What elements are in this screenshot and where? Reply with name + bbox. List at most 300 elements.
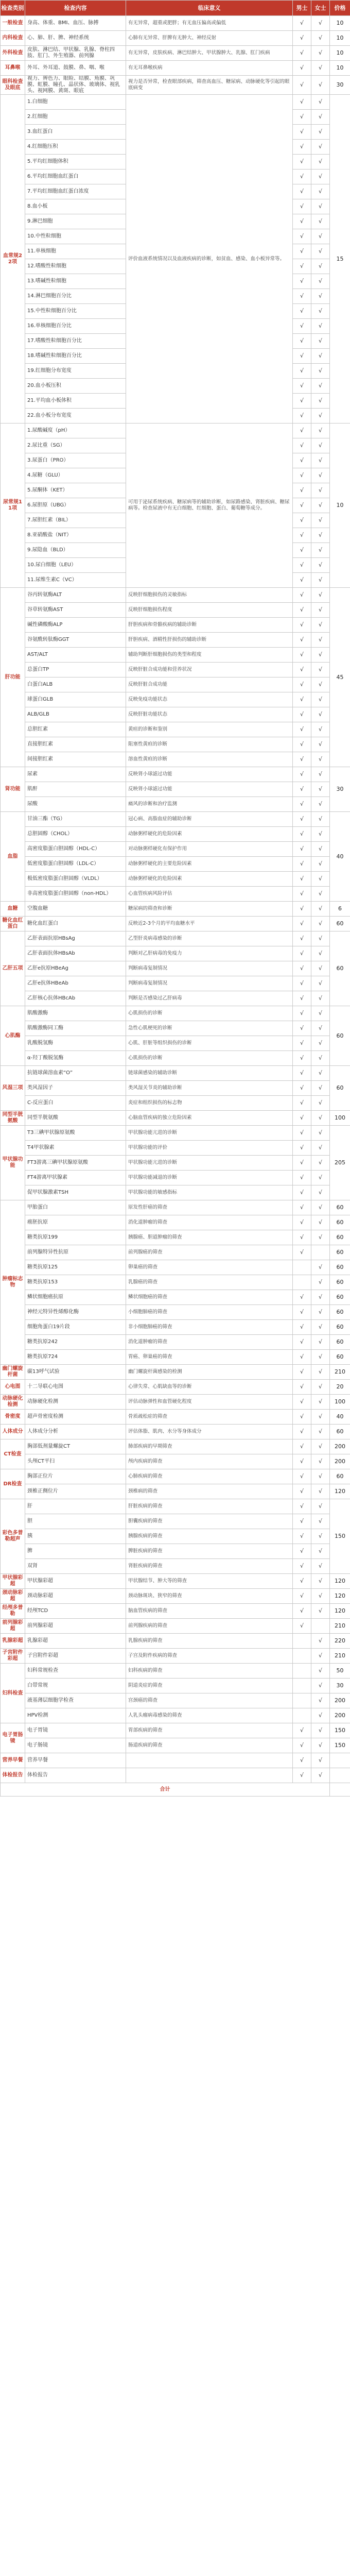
- item-cell: 视力、辨色力、眼睑、结膜、角膜、巩膜、虹膜、瞳孔、晶状体、玻璃体、视乳头、视网膜、黄斑、眼底: [25, 76, 126, 95]
- category-cell: CT检查: [1, 1439, 25, 1469]
- item-cell: 10.尿白细胞（LEU）: [25, 558, 126, 573]
- significance-cell: 阴道炎症的筛查: [126, 1679, 293, 1693]
- female-check-cell: √: [311, 229, 330, 244]
- significance-cell: 判断对乙肝病毒的免疫力: [126, 946, 293, 961]
- item-cell: 头颅CT平扫: [25, 1454, 126, 1469]
- table-row: [1, 872, 350, 887]
- table-row: [1, 1410, 350, 1425]
- significance-cell: 心肺疾病的筛查: [126, 1469, 293, 1484]
- item-cell: 9.淋巴细胞: [25, 214, 126, 229]
- female-check-cell: √: [311, 1484, 330, 1499]
- significance-cell: 前列腺癌的筛查: [126, 1245, 293, 1260]
- category-cell: 甲状腺功能: [1, 1126, 25, 1200]
- male-check-cell: √: [293, 498, 311, 513]
- item-cell: 经颅TCD: [25, 1604, 126, 1619]
- male-check-cell: √: [293, 1589, 311, 1604]
- female-check-cell: √: [311, 961, 330, 976]
- category-cell: 耳鼻喉: [1, 61, 25, 76]
- category-cell: 妇科检查: [1, 1664, 25, 1723]
- female-check-cell: √: [311, 1320, 330, 1335]
- male-check-cell: √: [293, 1753, 311, 1768]
- price-cell: 60: [330, 1260, 350, 1275]
- female-check-cell: √: [311, 1499, 330, 1514]
- female-check-cell: √: [311, 1365, 330, 1380]
- male-check-cell: √: [293, 214, 311, 229]
- significance-cell: 痛风的诊断和治疗监测: [126, 797, 293, 812]
- table-row: [1, 1365, 350, 1380]
- header-female: 女士: [311, 1, 330, 16]
- significance-cell: 消化道肿瘤的筛查: [126, 1335, 293, 1350]
- female-check-cell: √: [311, 1200, 330, 1215]
- table-row: [1, 1738, 350, 1753]
- male-check-cell: √: [293, 1111, 311, 1126]
- male-check-cell: √: [293, 274, 311, 289]
- significance-cell: 反映肝脏功能状态: [126, 707, 293, 722]
- item-cell: 1.白细胞: [25, 95, 126, 110]
- item-cell: 肝: [25, 1499, 126, 1514]
- male-check-cell: √: [293, 1320, 311, 1335]
- item-cell: 16.单核细胞百分比: [25, 319, 126, 334]
- male-check-cell: √: [293, 1290, 311, 1305]
- significance-cell: 反映肝脏合成功能: [126, 677, 293, 692]
- significance-cell: 甲状腺功能的评价: [126, 1141, 293, 1156]
- significance-cell: 辅助判断肝细胞损伤的类型和程度: [126, 648, 293, 663]
- table-row: [1, 692, 350, 707]
- female-check-cell: √: [311, 1305, 330, 1320]
- item-cell: 21.平均血小板体积: [25, 394, 126, 409]
- significance-cell: 有无异常，皮肤疾病、淋巴结肿大、甲状腺肿大、乳腺、肛门疾病: [126, 46, 293, 61]
- significance-cell: 胆囊疾病的筛查: [126, 1514, 293, 1529]
- female-check-cell: √: [311, 468, 330, 483]
- male-check-cell: √: [293, 394, 311, 409]
- price-cell: 120: [330, 1574, 350, 1589]
- price-cell: 60: [330, 1245, 350, 1260]
- female-check-cell: √: [311, 1290, 330, 1305]
- price-cell: 210: [330, 1619, 350, 1634]
- female-check-cell: √: [311, 827, 330, 842]
- male-check-cell: √: [293, 1484, 311, 1499]
- table-row: [1, 1185, 350, 1200]
- female-check-cell: √: [311, 1544, 330, 1559]
- price-cell: 60: [330, 1469, 350, 1484]
- female-check-cell: √: [311, 31, 330, 46]
- female-check-cell: √: [311, 917, 330, 931]
- table-row: [1, 1096, 350, 1111]
- item-cell: 低密度脂蛋白胆固醇（LDL-C）: [25, 857, 126, 872]
- price-cell: 60: [330, 1066, 350, 1111]
- header-item: 检查内容: [25, 1, 126, 16]
- male-check-cell: √: [293, 603, 311, 618]
- male-check-cell: √: [293, 797, 311, 812]
- female-check-cell: √: [311, 304, 330, 319]
- table-row: [1, 1200, 350, 1215]
- female-check-cell: √: [311, 259, 330, 274]
- male-check-cell: √: [293, 334, 311, 349]
- item-cell: 7.平均红细胞血红蛋白浓度: [25, 184, 126, 199]
- table-row: [1, 1619, 350, 1634]
- item-cell: 6.平均红细胞血红蛋白: [25, 170, 126, 184]
- female-check-cell: √: [311, 902, 330, 917]
- item-cell: 糖类抗原153: [25, 1275, 126, 1290]
- item-cell: 5.平均红细胞体积: [25, 155, 126, 170]
- significance-cell: 判断是否感染过乙肝病毒: [126, 991, 293, 1006]
- female-check-cell: √: [311, 946, 330, 961]
- significance-cell: 颅内疾病的筛查: [126, 1454, 293, 1469]
- female-check-cell: √: [311, 1335, 330, 1350]
- female-check-cell: √: [311, 767, 330, 782]
- price-cell: 150: [330, 1723, 350, 1738]
- female-check-cell: √: [311, 677, 330, 692]
- male-check-cell: √: [293, 1185, 311, 1200]
- category-cell: 营养早餐: [1, 1753, 25, 1768]
- table-row: [1, 633, 350, 648]
- item-cell: 促甲状腺激素TSH: [25, 1185, 126, 1200]
- male-check-cell: √: [293, 1141, 311, 1156]
- table-row: [1, 1589, 350, 1604]
- table-row: [1, 1141, 350, 1156]
- price-cell: 10: [330, 423, 350, 588]
- significance-cell: 黄疸的诊断和鉴别: [126, 722, 293, 737]
- female-check-cell: √: [311, 498, 330, 513]
- female-check-cell: √: [311, 1559, 330, 1574]
- table-row: [1, 1290, 350, 1305]
- male-check-cell: √: [293, 483, 311, 498]
- female-check-cell: √: [311, 438, 330, 453]
- male-check-cell: √: [293, 1081, 311, 1096]
- item-cell: 胆: [25, 1514, 126, 1529]
- female-check-cell: √: [311, 872, 330, 887]
- female-check-cell: √: [311, 155, 330, 170]
- male-check-cell: √: [293, 1723, 311, 1738]
- male-check-cell: √: [293, 1156, 311, 1171]
- category-cell: 心肌酶: [1, 1006, 25, 1066]
- item-cell: 11.单核细胞: [25, 244, 126, 259]
- male-check-cell: [293, 1649, 311, 1664]
- table-row: [1, 752, 350, 767]
- male-check-cell: √: [293, 289, 311, 304]
- male-check-cell: √: [293, 364, 311, 379]
- category-cell: 甲状腺彩超: [1, 1574, 25, 1589]
- price-cell: 60: [330, 1350, 350, 1365]
- male-check-cell: √: [293, 46, 311, 61]
- price-cell: 120: [330, 1484, 350, 1499]
- table-row: [1, 76, 350, 95]
- table-row: [1, 1723, 350, 1738]
- item-cell: 13.嗜碱性粒细胞: [25, 274, 126, 289]
- female-check-cell: √: [311, 1454, 330, 1469]
- item-cell: 球蛋白GLB: [25, 692, 126, 707]
- item-cell: 鳞状细胞癌抗原: [25, 1290, 126, 1305]
- category-cell: DR检查: [1, 1469, 25, 1499]
- price-cell: 30: [330, 767, 350, 812]
- female-check-cell: √: [311, 692, 330, 707]
- significance-cell: 乳腺癌的筛查: [126, 1275, 293, 1290]
- male-check-cell: √: [293, 95, 311, 110]
- female-check-cell: √: [311, 140, 330, 155]
- item-cell: 动脉硬化检测: [25, 1395, 126, 1410]
- significance-cell: 甲状腺功能亢进的诊断: [126, 1156, 293, 1171]
- item-cell: 前列腺特异性抗原: [25, 1245, 126, 1260]
- table-row: [1, 1439, 350, 1454]
- header-significance: 临床意义: [126, 1, 293, 16]
- item-cell: 2.尿比重（SG）: [25, 438, 126, 453]
- female-check-cell: √: [311, 633, 330, 648]
- significance-cell: 评估体脂、肌肉、水分等身体成分: [126, 1425, 293, 1439]
- table-row: [1, 588, 350, 603]
- significance-cell: 乙型肝炎病毒感染的诊断: [126, 931, 293, 946]
- male-check-cell: √: [293, 1395, 311, 1410]
- female-check-cell: √: [311, 1126, 330, 1141]
- male-check-cell: [293, 1260, 311, 1275]
- price-cell: 120: [330, 1589, 350, 1604]
- price-cell: 60: [330, 1200, 350, 1215]
- item-cell: 乙肝e抗原HBeAg: [25, 961, 126, 976]
- item-cell: ALB/GLB: [25, 707, 126, 722]
- category-cell: 经颅多普勒: [1, 1604, 25, 1619]
- female-check-cell: √: [311, 334, 330, 349]
- male-check-cell: √: [293, 513, 311, 528]
- item-cell: 白带常规: [25, 1679, 126, 1693]
- item-cell: 体检报告: [25, 1768, 126, 1783]
- female-check-cell: √: [311, 1410, 330, 1425]
- male-check-cell: √: [293, 1469, 311, 1484]
- female-check-cell: √: [311, 1664, 330, 1679]
- female-check-cell: √: [311, 1036, 330, 1051]
- category-cell: 彩色多普勒超声: [1, 1499, 25, 1574]
- item-cell: 肌酸激酶: [25, 1006, 126, 1021]
- male-check-cell: √: [293, 663, 311, 677]
- price-cell: 10: [330, 31, 350, 46]
- item-cell: 抗链球菌溶血素“O”: [25, 1066, 126, 1081]
- significance-cell: 炎症和组织损伤的标志物: [126, 1096, 293, 1111]
- item-cell: 总胆固醇（CHOL）: [25, 827, 126, 842]
- male-check-cell: [293, 1679, 311, 1693]
- price-cell: 205: [330, 1126, 350, 1200]
- significance-cell: 胃癌、卵巢癌的筛查: [126, 1350, 293, 1365]
- significance-cell: 阻塞性黄疸的诊断: [126, 737, 293, 752]
- table-row: [1, 1664, 350, 1679]
- table-row: [1, 648, 350, 663]
- female-check-cell: √: [311, 1634, 330, 1649]
- female-check-cell: √: [311, 1469, 330, 1484]
- female-check-cell: √: [311, 1185, 330, 1200]
- price-cell: 200: [330, 1693, 350, 1708]
- female-check-cell: √: [311, 1649, 330, 1664]
- significance-cell: 链球菌感染的辅助诊断: [126, 1066, 293, 1081]
- table-row: [1, 1469, 350, 1484]
- price-cell: 15: [330, 95, 350, 423]
- item-cell: 胸部正位片: [25, 1469, 126, 1484]
- female-check-cell: √: [311, 588, 330, 603]
- total-price: [330, 1783, 350, 1797]
- male-check-cell: √: [293, 931, 311, 946]
- female-check-cell: √: [311, 184, 330, 199]
- male-check-cell: [293, 1664, 311, 1679]
- female-check-cell: √: [311, 1574, 330, 1589]
- significance-cell: 溶血性黄疸的诊断: [126, 752, 293, 767]
- male-check-cell: √: [293, 1036, 311, 1051]
- female-check-cell: √: [311, 76, 330, 95]
- male-check-cell: √: [293, 946, 311, 961]
- table-row: [1, 1634, 350, 1649]
- table-row: [1, 767, 350, 782]
- female-check-cell: √: [311, 1156, 330, 1171]
- item-cell: 胰: [25, 1529, 126, 1544]
- male-check-cell: √: [293, 1514, 311, 1529]
- price-cell: 60: [330, 1320, 350, 1335]
- item-cell: 11.尿维生素C（VC）: [25, 573, 126, 588]
- male-check-cell: [293, 1693, 311, 1708]
- item-cell: 甘油三酯（TG）: [25, 812, 126, 827]
- table-row: [1, 1454, 350, 1469]
- male-check-cell: √: [293, 1559, 311, 1574]
- significance-cell: 肺部疾病的早期筛查: [126, 1439, 293, 1454]
- price-cell: 60: [330, 1305, 350, 1320]
- category-cell: 血糖: [1, 902, 25, 917]
- male-check-cell: √: [293, 259, 311, 274]
- male-check-cell: √: [293, 976, 311, 991]
- price-cell: 200: [330, 1454, 350, 1469]
- female-check-cell: √: [311, 707, 330, 722]
- price-cell: 20: [330, 1380, 350, 1395]
- female-check-cell: √: [311, 46, 330, 61]
- item-cell: 类风湿因子: [25, 1081, 126, 1096]
- table-row: [1, 1604, 350, 1619]
- male-check-cell: √: [293, 379, 311, 394]
- item-cell: T3三碘甲状腺原氨酸: [25, 1126, 126, 1141]
- significance-cell: [126, 1753, 293, 1768]
- female-check-cell: √: [311, 170, 330, 184]
- category-cell: 体检报告: [1, 1768, 25, 1783]
- female-check-cell: √: [311, 1066, 330, 1081]
- significance-cell: 反映近2-3个月的平均血糖水平: [126, 917, 293, 931]
- table-row: [1, 1768, 350, 1783]
- table-row: [1, 1484, 350, 1499]
- female-check-cell: √: [311, 1275, 330, 1290]
- table-row: [1, 1544, 350, 1559]
- female-check-cell: √: [311, 1230, 330, 1245]
- item-cell: 乙肝e抗体HBeAb: [25, 976, 126, 991]
- item-cell: 液基薄层细胞学检查: [25, 1693, 126, 1708]
- table-row: [1, 1380, 350, 1395]
- item-cell: 8.血小板: [25, 199, 126, 214]
- female-check-cell: √: [311, 543, 330, 558]
- table-row: [1, 1350, 350, 1365]
- significance-cell: 心肌损伤的诊断: [126, 1051, 293, 1066]
- table-row: [1, 1006, 350, 1021]
- price-cell: 220: [330, 1634, 350, 1649]
- table-row: [1, 1275, 350, 1290]
- female-check-cell: √: [311, 558, 330, 573]
- significance-cell: 脾脏疾病的筛查: [126, 1544, 293, 1559]
- female-check-cell: √: [311, 603, 330, 618]
- significance-cell: 前列腺疾病的筛查: [126, 1619, 293, 1634]
- item-cell: 肌酐: [25, 782, 126, 797]
- category-cell: 乙肝五项: [1, 931, 25, 1006]
- significance-cell: 对动脉粥样硬化有保护作用: [126, 842, 293, 857]
- female-check-cell: √: [311, 1425, 330, 1439]
- significance-cell: 甲状腺功能减退的诊断: [126, 1171, 293, 1185]
- male-check-cell: √: [293, 1171, 311, 1185]
- table-row: [1, 1245, 350, 1260]
- female-check-cell: √: [311, 1171, 330, 1185]
- item-cell: 妇科常规检查: [25, 1664, 126, 1679]
- significance-cell: 肝胆疾病和骨骼疾病的辅助诊断: [126, 618, 293, 633]
- table-row: [1, 797, 350, 812]
- male-check-cell: √: [293, 1439, 311, 1454]
- price-cell: 50: [330, 1664, 350, 1679]
- male-check-cell: √: [293, 737, 311, 752]
- female-check-cell: √: [311, 110, 330, 125]
- item-cell: 电子胃镜: [25, 1723, 126, 1738]
- price-cell: 60: [330, 1335, 350, 1350]
- table-header-row: [1, 1, 350, 16]
- category-cell: 糖化血红蛋白: [1, 917, 25, 931]
- price-cell: 150: [330, 1499, 350, 1574]
- significance-cell: 判断病毒复制情况: [126, 976, 293, 991]
- female-check-cell: √: [311, 1529, 330, 1544]
- female-check-cell: √: [311, 214, 330, 229]
- item-cell: 胸部低剂量螺旋CT: [25, 1439, 126, 1454]
- female-check-cell: [311, 1619, 330, 1634]
- male-check-cell: √: [293, 543, 311, 558]
- male-check-cell: √: [293, 1305, 311, 1320]
- female-check-cell: √: [311, 1021, 330, 1036]
- price-cell: 60: [330, 1215, 350, 1230]
- table-row: [1, 1260, 350, 1275]
- female-check-cell: √: [311, 379, 330, 394]
- significance-cell: 原发性肝癌的筛查: [126, 1200, 293, 1215]
- price-cell: 6: [330, 902, 350, 917]
- table-row: [1, 31, 350, 46]
- significance-cell: 冠心病、高脂血症的辅助诊断: [126, 812, 293, 827]
- female-check-cell: √: [311, 349, 330, 364]
- item-cell: 15.中性粒细胞百分比: [25, 304, 126, 319]
- male-check-cell: √: [293, 1021, 311, 1036]
- table-row: [1, 1171, 350, 1185]
- female-check-cell: √: [311, 1260, 330, 1275]
- male-check-cell: √: [293, 573, 311, 588]
- table-row: [1, 991, 350, 1006]
- item-cell: 神经元特异性烯醇化酶: [25, 1305, 126, 1320]
- table-row: [1, 827, 350, 842]
- female-check-cell: √: [311, 1723, 330, 1738]
- price-cell: 40: [330, 1410, 350, 1425]
- male-check-cell: √: [293, 618, 311, 633]
- male-check-cell: [293, 1708, 311, 1723]
- significance-cell: 子宫及附件疾病的筛查: [126, 1649, 293, 1664]
- item-cell: 3.血红蛋白: [25, 125, 126, 140]
- price-cell: [330, 1768, 350, 1783]
- price-cell: 60: [330, 1290, 350, 1305]
- table-row: [1, 1708, 350, 1723]
- price-cell: 60: [330, 917, 350, 931]
- item-cell: 人体成分分析: [25, 1425, 126, 1439]
- male-check-cell: √: [293, 229, 311, 244]
- category-cell: 人体成分: [1, 1425, 25, 1439]
- male-check-cell: √: [293, 1425, 311, 1439]
- male-check-cell: √: [293, 1215, 311, 1230]
- male-check-cell: √: [293, 244, 311, 259]
- item-cell: 糖化血红蛋白: [25, 917, 126, 931]
- significance-cell: 视力是否异常，检查眼部疾病，筛查高血压、糖尿病、动脉硬化等引起的眼底病变: [126, 76, 293, 95]
- significance-cell: 心肌损伤的诊断: [126, 1006, 293, 1021]
- male-check-cell: √: [293, 349, 311, 364]
- table-row: [1, 618, 350, 633]
- item-cell: 心、肺、肝、脾、神经系统: [25, 31, 126, 46]
- item-cell: 乙肝表面抗原HBsAg: [25, 931, 126, 946]
- significance-cell: 卵巢癌的筛查: [126, 1260, 293, 1275]
